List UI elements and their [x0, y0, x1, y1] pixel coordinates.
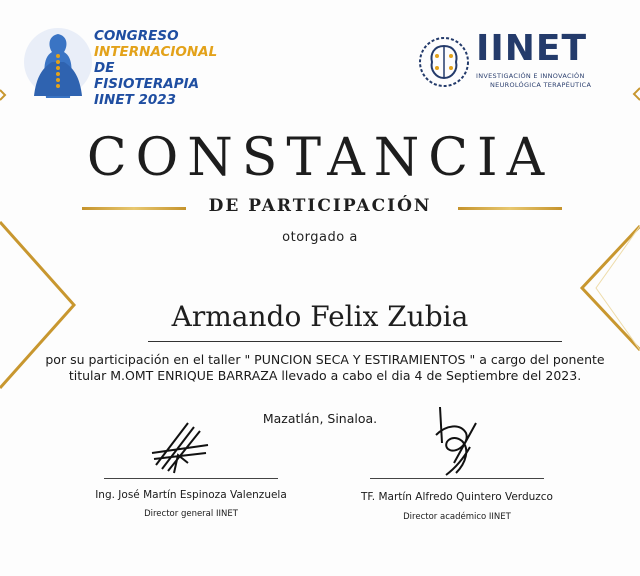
- signer-1-name: Ing. José Martín Espinoza Valenzuela: [95, 489, 287, 501]
- logo-line-4: IINET 2023: [94, 92, 177, 108]
- signature-line-2: [370, 478, 544, 479]
- logo-line-1: CONGRESO: [94, 28, 179, 44]
- granted-to-label: otorgado a: [282, 230, 358, 245]
- certificate-place: Mazatlán, Sinaloa.: [262, 411, 378, 426]
- signer-2-name: TF. Martín Alfredo Quintero Verduzco: [361, 491, 553, 503]
- signature-2: [426, 403, 486, 485]
- certificate-subtitle: DE PARTICIPACIÓN: [208, 196, 432, 216]
- signer-2-role: Director académico IINET: [403, 512, 511, 522]
- iinet-tagline-2: NEUROLÓGICA TERAPÉUTICA: [490, 81, 592, 89]
- iinet-tagline-1: INVESTIGACIÓN E INNOVACIÓN: [476, 72, 585, 80]
- spine-figure-icon: [22, 22, 94, 102]
- logo-line-2: INTERNACIONAL: [94, 44, 218, 60]
- brain-icon: [416, 34, 472, 90]
- recipient-underline: [148, 341, 562, 342]
- signature-line-1: [104, 478, 278, 479]
- congress-logo: [22, 22, 222, 108]
- signature-1: [148, 415, 218, 477]
- iinet-logo: [416, 28, 616, 92]
- signer-1-role: Director general IINET: [144, 509, 238, 519]
- certificate-title: CONSTANCIA: [86, 128, 554, 188]
- subtitle-row: [0, 196, 640, 220]
- logo-line-3: DE FISIOTERAPIA: [94, 60, 200, 92]
- recipient-name: Armando Felix Zubia: [171, 300, 469, 333]
- certificate-body: por su participación en el taller " PUNCION SECA Y ESTIRAMIENTOS " a cargo del ponente titular M.OMT ENRIQUE BARRAZA llevado a cabo el dia 4 de Septiembre del 2023.: [45, 352, 605, 383]
- iinet-wordmark: IINET: [476, 28, 588, 69]
